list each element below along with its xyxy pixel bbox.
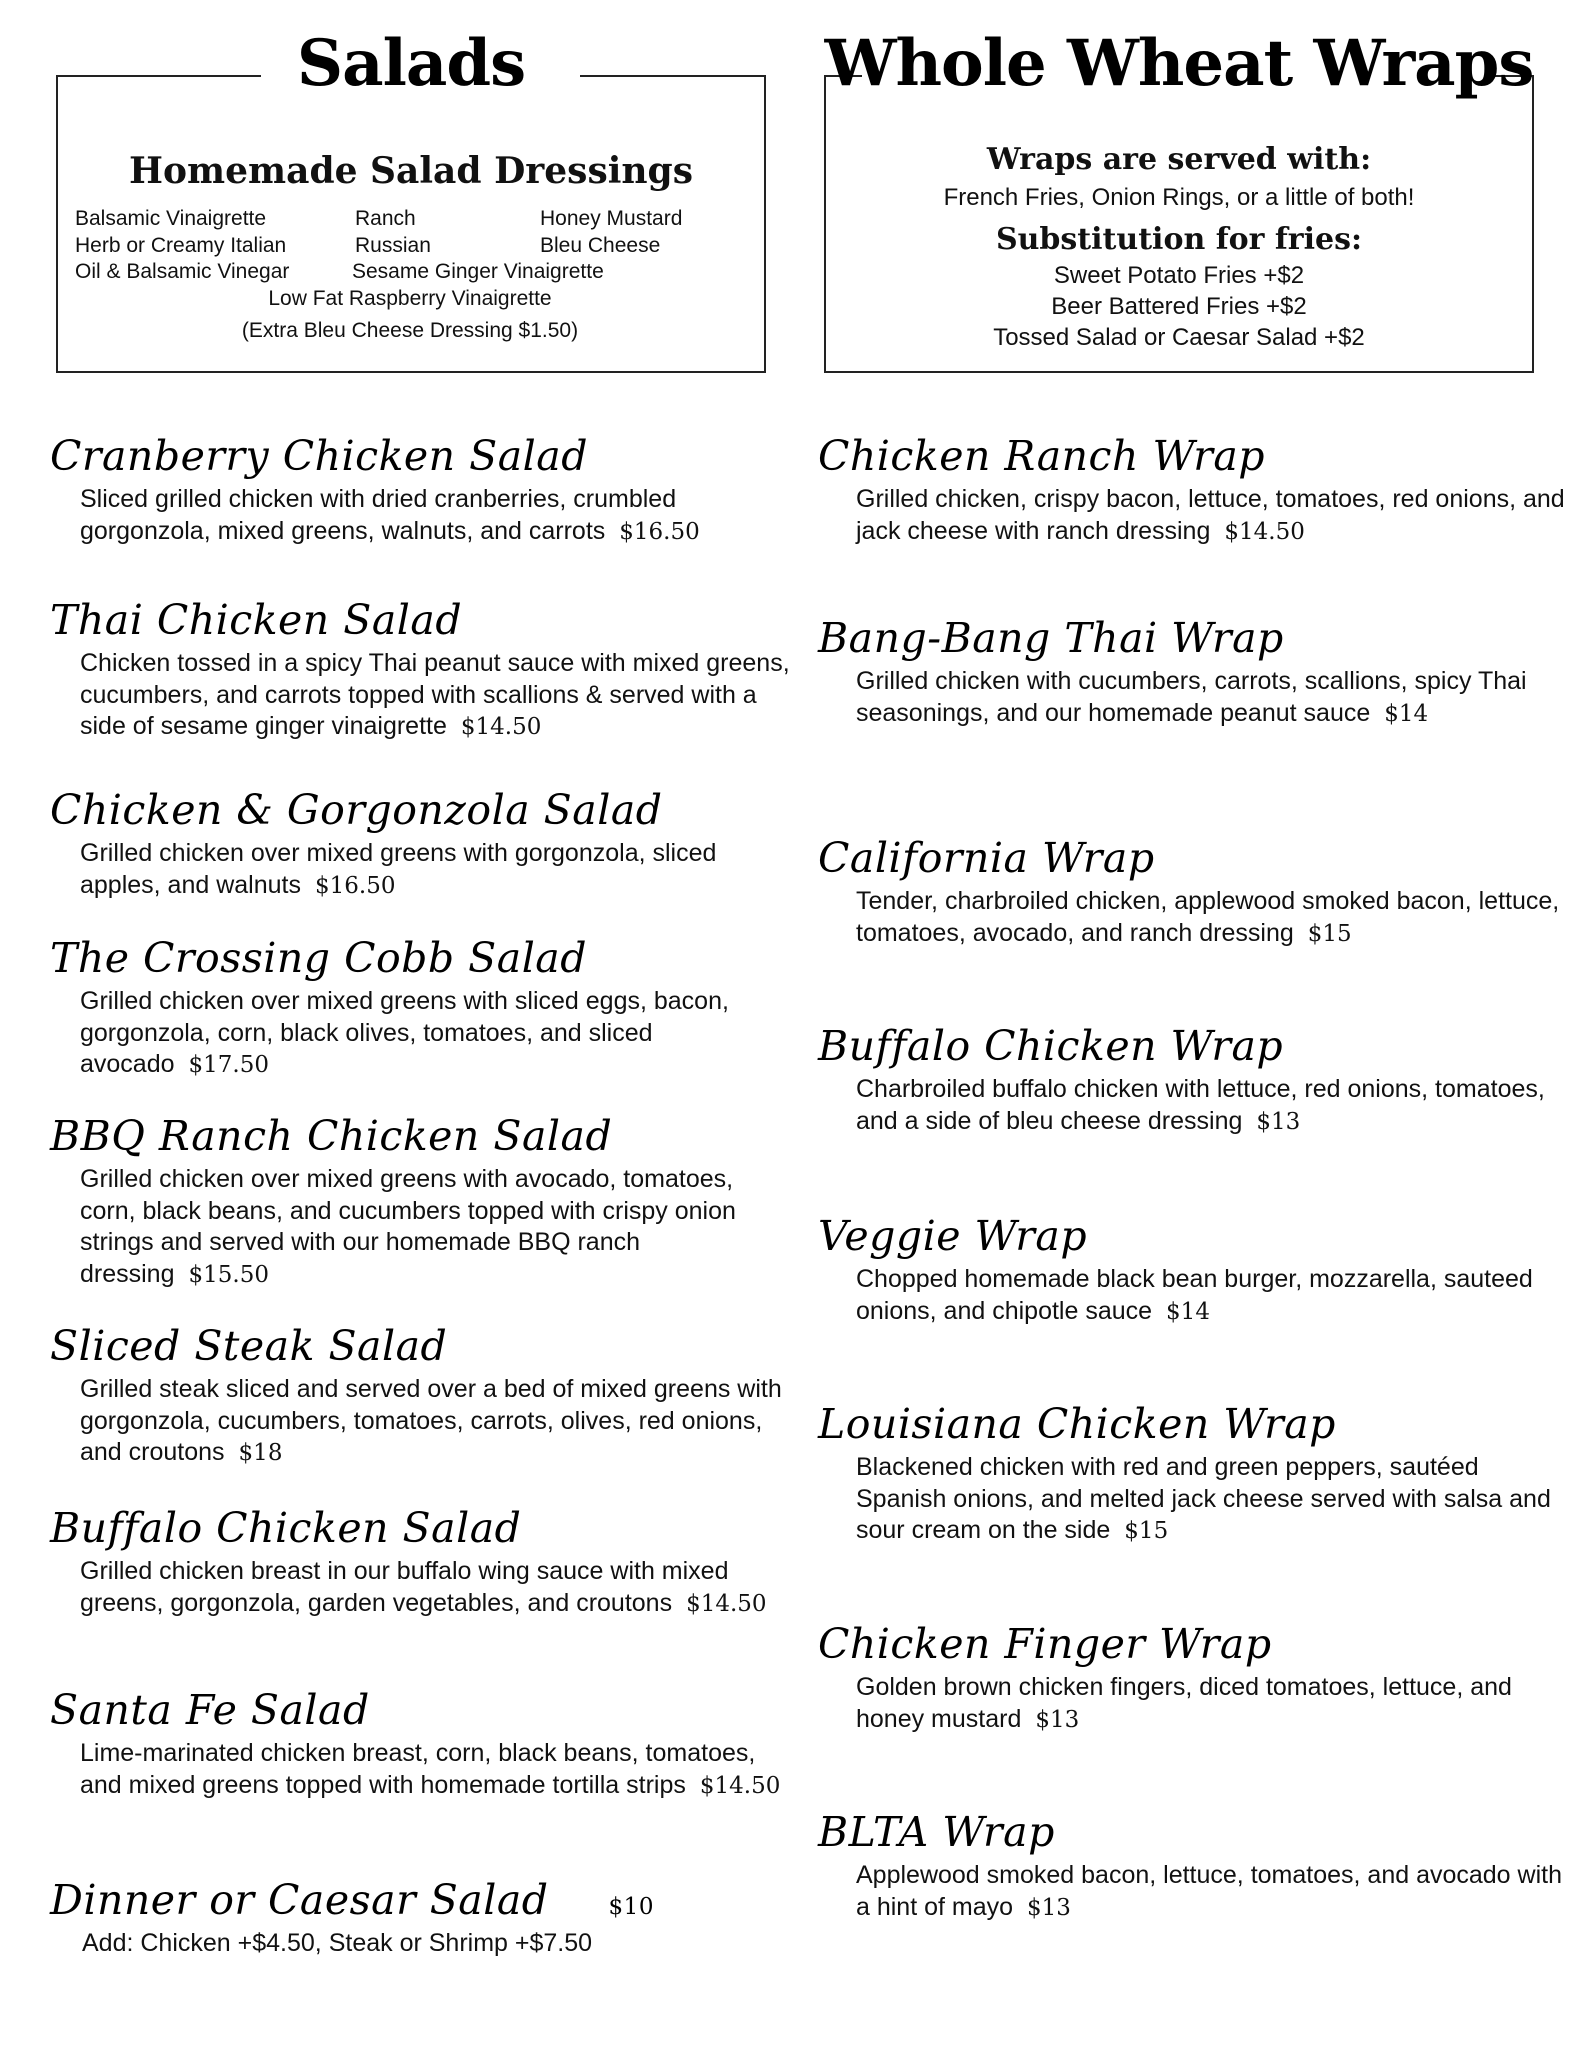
menu-item-price: $14 (1384, 700, 1429, 727)
menu-item-title: Cranberry Chicken Salad (50, 432, 588, 480)
dressing-note: (Extra Bleu Cheese Dressing $1.50) (241, 319, 579, 342)
menu-item-description-text: Golden brown chicken fingers, diced tomatoes, lettuce, and honey mustard (856, 1673, 1512, 1733)
menu-item-price: $13 (1256, 1108, 1301, 1135)
wraps-heading: Whole Wheat Wraps (824, 26, 1534, 101)
menu-item-description-text: Sliced grilled chicken with dried cranberries, crumbled gorgonzola, mixed greens, walnuts, and carrots (80, 485, 677, 545)
menu-item-description (856, 1452, 1566, 1548)
menu-item-price: $13 (1035, 1706, 1080, 1733)
menu-item-description-text: Grilled chicken breast in our buffalo wing sauce with mixed greens, gorgonzola, garden vegetables, and croutons (80, 1557, 729, 1617)
menu-item-description (856, 1074, 1566, 1138)
dressing-item: Bleu Cheese (540, 233, 661, 257)
menu-item-title (50, 1876, 790, 1924)
menu-item (50, 1686, 790, 1802)
menu-item-description-text: Chopped homemade black bean burger, mozzarella, sauteed onions, and chipotle sauce (856, 1265, 1533, 1325)
menu-item-description-text: Tender, charbroiled chicken, applewood smoked bacon, lettuce, tomatoes, avocado, and ranch dressing (856, 887, 1560, 947)
menu-item-description (856, 484, 1566, 548)
menu-item-description (80, 1556, 790, 1620)
menu-item-description-text: Grilled steak sliced and served over a bed of mixed greens with gorgonzola, cucumbers, tomatoes, carrots, olives, red onions, and croutons (80, 1375, 782, 1466)
menu-item-title: California Wrap (818, 834, 1155, 882)
menu-item-price: $13 (1027, 1894, 1071, 1921)
menu-item-title: Chicken Ranch Wrap (818, 432, 1266, 480)
menu-item (818, 1400, 1558, 1548)
menu-item-description: Add: Chicken +$4.50, Steak or Shrimp +$7.50 (82, 1929, 593, 1957)
menu-item-title: Santa Fe Salad (50, 1686, 370, 1734)
dressings-row (75, 318, 745, 345)
menu-item-price: $17.50 (188, 1052, 270, 1078)
menu-item-title: Bang-Bang Thai Wrap (818, 614, 1284, 662)
menu-item-description-text: Grilled chicken over mixed greens with sliced eggs, bacon, gorgonzola, corn, black olives, tomatoes, and sliced avocado (80, 987, 729, 1078)
menu-item-title: BLTA Wrap (818, 1808, 1055, 1856)
menu-item (818, 1620, 1558, 1736)
menu-item (818, 1212, 1558, 1328)
menu-item-title: Buffalo Chicken Wrap (818, 1022, 1284, 1070)
dressing-item: Oil & Balsamic Vinegar (75, 260, 290, 283)
menu-item-description-text: Grilled chicken, crispy bacon, lettuce, tomatoes, red onions, and jack cheese with ranch dressing (856, 485, 1565, 545)
menu-item-price: $18 (238, 1440, 283, 1466)
dressing-item: Balsamic Vinaigrette (75, 207, 267, 230)
menu-item-price: $14.50 (686, 1590, 767, 1617)
menu-item (818, 614, 1558, 730)
dressings-row (75, 206, 745, 233)
menu-item-description-text: Lime-marinated chicken breast, corn, black beans, tomatoes, and mixed greens topped with homemade tortilla strips (80, 1739, 756, 1799)
menu-item-price: $15.50 (188, 1261, 269, 1288)
menu-item-price: $16.50 (619, 518, 700, 545)
menu-item (818, 1022, 1558, 1138)
menu-item-title-text: Dinner or Caesar Salad (50, 1876, 549, 1924)
menu-item-description (856, 1672, 1566, 1736)
menu-item-title: Thai Chicken Salad (50, 596, 463, 644)
substitution-title: Substitution for fries: (995, 222, 1363, 257)
menu-item-description (80, 484, 790, 548)
menu-item-title: BBQ Ranch Chicken Salad (50, 1112, 613, 1160)
menu-item-price: $14.50 (460, 714, 542, 740)
menu-item-price: $14.50 (1224, 518, 1305, 545)
menu-item-price: $15 (1124, 1518, 1169, 1544)
menu-item-title: Sliced Steak Salad (50, 1322, 448, 1370)
dressing-item: Honey Mustard (540, 207, 683, 230)
menu-item-description (80, 1738, 790, 1802)
menu-item-description-text: Blackened chicken with red and green peppers, sautéed Spanish onions, and melted jack cheese served with salsa and sour cream on the side (856, 1453, 1551, 1544)
wraps-served-line: French Fries, Onion Rings, or a little of both! (943, 184, 1415, 211)
menu-item-description (856, 1860, 1566, 1924)
menu-item (50, 432, 790, 548)
dressings-row (75, 286, 745, 313)
dressings-row (75, 259, 745, 286)
menu-item (50, 596, 790, 744)
menu-item-description (80, 838, 790, 902)
menu-item (818, 834, 1558, 950)
menu-item-description (80, 648, 790, 744)
menu-item-price: $10 (608, 1894, 654, 1920)
menu-item-price: $14.50 (699, 1772, 781, 1799)
salad-item-dinner-caesar (50, 1876, 790, 1960)
menu-item-title: Veggie Wrap (818, 1212, 1088, 1260)
menu-item-description-text: Charbroiled buffalo chicken with lettuce, red onions, tomatoes, and a side of bleu cheese dressing (856, 1075, 1545, 1135)
dressings-title: Homemade Salad Dressings (129, 150, 693, 192)
menu-item-description-text: Chicken tossed in a spicy Thai peanut sauce with mixed greens, cucumbers, and carrots topped with scallions & served with a side of sesame ginger vinaigrette (80, 649, 790, 740)
menu-item-description (80, 1164, 790, 1291)
dressing-item: Low Fat Raspberry Vinaigrette (268, 286, 552, 310)
dressing-item: Russian (355, 233, 431, 257)
menu-item (50, 934, 790, 1082)
menu-item-description (856, 666, 1566, 730)
menu-item-description-text: Grilled chicken with cucumbers, carrots, scallions, spicy Thai seasonings, and our homemade peanut sauce (856, 667, 1527, 727)
menu-item-title: Louisiana Chicken Wrap (818, 1400, 1336, 1448)
menu-item (818, 432, 1565, 548)
substitution-option: Sweet Potato Fries +$2 (1053, 262, 1305, 289)
menu-item (50, 1112, 790, 1291)
menu-item (50, 1504, 790, 1620)
menu-item-description (856, 1264, 1566, 1328)
menu-item-description-text: Grilled chicken over mixed greens with gorgonzola, sliced apples, and walnuts (80, 839, 717, 899)
menu-item-price: $15 (1307, 920, 1352, 947)
substitution-option: Beer Battered Fries +$2 (1051, 293, 1307, 320)
substitution-option: Tossed Salad or Caesar Salad +$2 (993, 324, 1365, 351)
menu-item (818, 1808, 1562, 1924)
menu-item-title: Chicken & Gorgonzola Salad (50, 786, 663, 834)
menu-item-description (856, 886, 1566, 950)
dressing-item: Ranch (355, 207, 416, 230)
menu-item-description (80, 1374, 790, 1470)
menu-item (50, 1322, 790, 1470)
dressing-item: Herb or Creamy Italian (75, 233, 287, 257)
wraps-served-title: Wraps are served with: (986, 142, 1372, 177)
dressings-list (75, 206, 745, 345)
menu-item-title: Buffalo Chicken Salad (50, 1504, 522, 1552)
menu-item-price: $16.50 (314, 872, 396, 899)
menu-item-description-text: Grilled chicken over mixed greens with avocado, tomatoes, corn, black beans, and cucumbers topped with crispy onion strings and served with our homemade BBQ ranch dressing (80, 1165, 736, 1288)
menu-item-description (80, 986, 790, 1082)
dressings-row (75, 233, 745, 260)
menu-item-title: Chicken Finger Wrap (818, 1620, 1272, 1668)
menu-item (50, 786, 790, 902)
salads-heading: Salads (296, 26, 526, 101)
menu-item-title: The Crossing Cobb Salad (50, 934, 587, 982)
menu-item-description-text: Applewood smoked bacon, lettuce, tomatoes, and avocado with a hint of mayo (856, 1861, 1562, 1921)
dressing-item: Sesame Ginger Vinaigrette (352, 260, 604, 283)
menu-item-price: $14 (1166, 1298, 1210, 1325)
